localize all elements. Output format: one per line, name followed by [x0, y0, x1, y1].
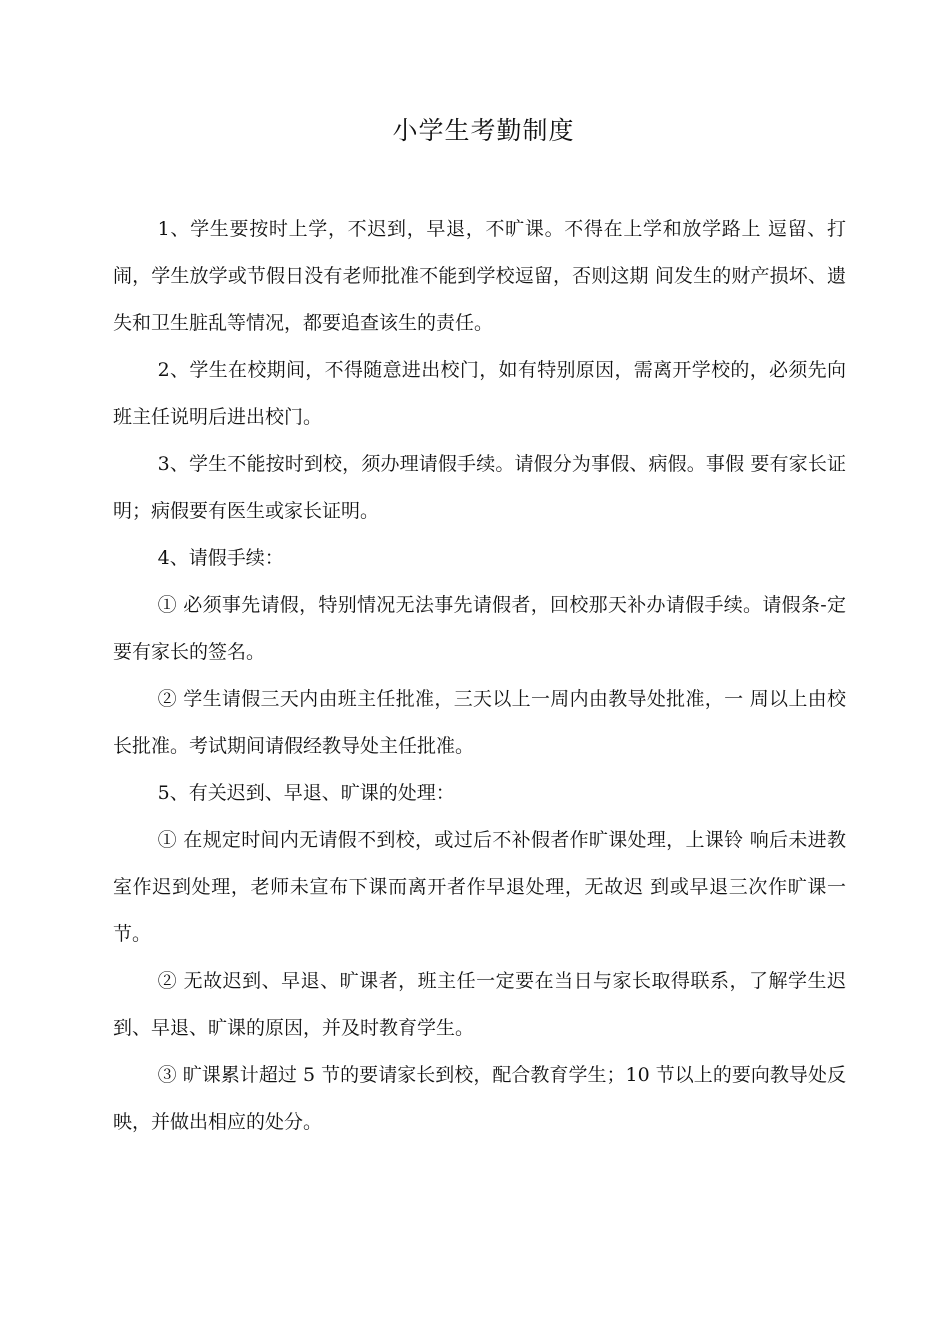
paragraph-4-item-2: ② 学生请假三天内由班主任批准，三天以上一周内由教导处批准，一 周以上由校长批准。考试期间请假经教导处主任批准。 — [113, 688, 846, 757]
paragraph-4-heading: 4、请假手续： — [157, 547, 284, 569]
paragraph-2: 2、学生在校期间，不得随意进出校门，如有特别原因，需离开学校的，必须先向班主任说明后进出校门。 — [113, 359, 846, 428]
document-body — [113, 206, 846, 1146]
paragraph-1: 1、学生要按时上学，不迟到，早退，不旷课。不得在上学和放学路上 逗留、打闹，学生放学或节假日没有老师批准不能到学校逗留，否则这期 间发生的财产损坏、遗失和卫生脏乱等情况，都要追查该生的责任。 — [113, 218, 846, 334]
paragraph-4-item-1: ① 必须事先请假，特别情况无法事先请假者，回校那天补办请假手续。请假条-定要有家长的签名。 — [113, 594, 846, 663]
paragraph-5-item-3: ③ 旷课累计超过 5 节的要请家长到校，配合教育学生；10 节以上的要向教导处反映，并做出相应的处分。 — [113, 1064, 846, 1133]
paragraph-3: 3、学生不能按时到校，须办理请假手续。请假分为事假、病假。事假 要有家长证明；病假要有医生或家长证明。 — [113, 453, 846, 522]
paragraph-5-heading: 5、有关迟到、早退、旷课的处理： — [157, 782, 455, 804]
paragraph-5-item-1: ① 在规定时间内无请假不到校，或过后不补假者作旷课处理，上课铃 响后未进教室作迟到处理，老师未宣布下课而离开者作早退处理，无故迟 到或早退三次作旷课一节。 — [113, 829, 846, 945]
paragraph-5-item-2: ② 无故迟到、早退、旷课者，班主任一定要在当日与家长取得联系，了解学生迟到、早退、旷课的原因，并及时教育学生。 — [113, 970, 846, 1039]
document-title: 小学生考勤制度 — [392, 116, 575, 145]
